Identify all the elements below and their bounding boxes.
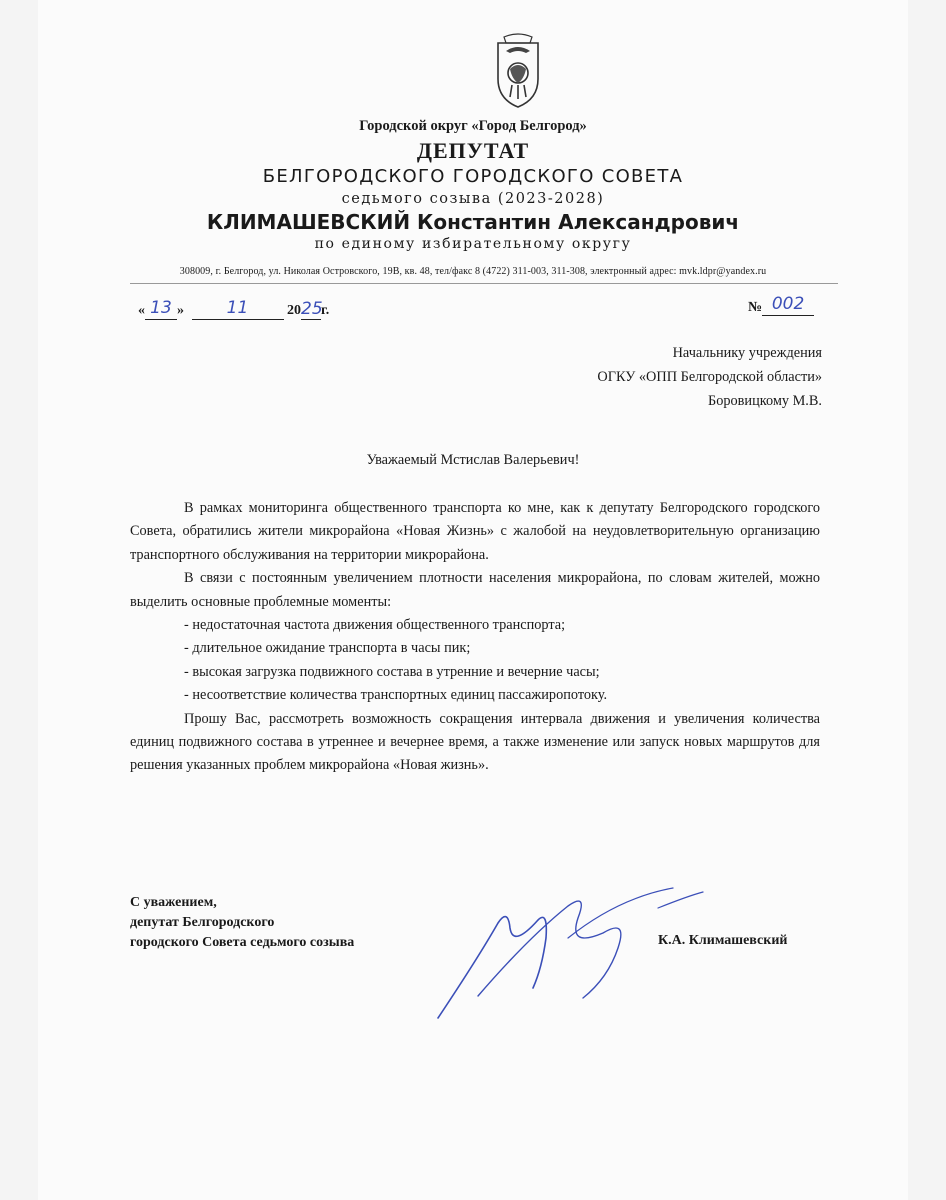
greeting: Уважаемый Мстислав Валерьевич! (366, 452, 580, 468)
number-label: № (748, 300, 763, 315)
letter-page (38, 0, 908, 1200)
addressee-line: Боровицкому М.В. (708, 393, 822, 409)
letterhead-divider (130, 283, 838, 284)
date-close-quote: » (177, 303, 184, 318)
date-month-blank (192, 298, 284, 320)
letterhead-council: БЕЛГОРОДСКОГО ГОРОДСКОГО СОВЕТА (262, 166, 684, 187)
belgorod-coat-of-arms-icon (486, 33, 550, 109)
closing-block (130, 893, 354, 953)
body-paragraph: Прошу Вас, рассмотреть возможность сокращения интервала движения и увеличения количества единиц подвижного состава в утреннее и вечернее время, а также изменение или запуск новых маршрутов для решения указанных проблем микрорайона «Новая жизнь». (130, 710, 820, 774)
addressee-line: Начальнику учреждения (672, 345, 822, 361)
date-year-label: г. (321, 303, 330, 318)
date-year-prefix: 20 (287, 303, 301, 318)
list-item: - длительное ожидание транспорта в часы пик; (184, 640, 471, 657)
handwritten-signature (418, 878, 718, 1028)
letter-body (130, 497, 820, 778)
signer-name: К.А. Климашевский (658, 933, 788, 948)
date-open-quote: « (138, 303, 145, 318)
letterhead-okrug: Городской округ «Город Белгород» (359, 118, 587, 134)
letterhead-address: 308009, г. Белгород, ул. Николая Островского, 19В, кв. 48, тел/факс 8 (4722) 311-003, 311-308, электронный адрес: mvk.ldpr@yandex.ru (179, 266, 767, 277)
number-blank (762, 294, 814, 316)
letter-number (748, 294, 814, 316)
letter-date (138, 299, 329, 320)
date-day: 13 (150, 298, 172, 318)
addressee-line: ОГКУ «ОПП Белгородской области» (597, 369, 822, 385)
letterhead-title: ДЕПУТАТ (416, 138, 530, 163)
date-day-blank (145, 298, 177, 320)
body-paragraph: В рамках мониторинга общественного транспорта ко мне, как к депутату Белгородского городского Совета, обратились жители микрорайона «Новая Жизнь» с жалобой на неудовлетворительную организацию транспортного обслуживания на территории микрорайона. (130, 500, 820, 563)
closing-line: С уважением, (130, 895, 217, 910)
closing-line: городского Совета седьмого созыва (130, 935, 355, 950)
letterhead-convocation: седьмого созыва (2023-2028) (341, 191, 605, 207)
list-item: - высокая загрузка подвижного состава в утренние и вечерние часы; (184, 663, 600, 680)
problem-list (130, 614, 820, 708)
number-value: 002 (771, 294, 805, 314)
date-month: 11 (226, 298, 249, 318)
closing-line: депутат Белгородского (130, 915, 275, 930)
letterhead-district: по единому избирательному округу (314, 236, 632, 252)
list-item: - несоответствие количества транспортных единиц пассажиропотоку. (184, 687, 608, 704)
body-paragraph: В связи с постоянным увеличением плотности населения микрорайона, по словам жителей, можно выделить основные проблемные моменты: (130, 570, 820, 610)
date-year-suffix: 25 (301, 299, 323, 319)
list-item: - недостаточная частота движения общественного транспорта; (184, 617, 566, 634)
letterhead-name: КЛИМАШЕВСКИЙ Константин Александрович (206, 210, 740, 234)
addressee-block (597, 341, 822, 413)
